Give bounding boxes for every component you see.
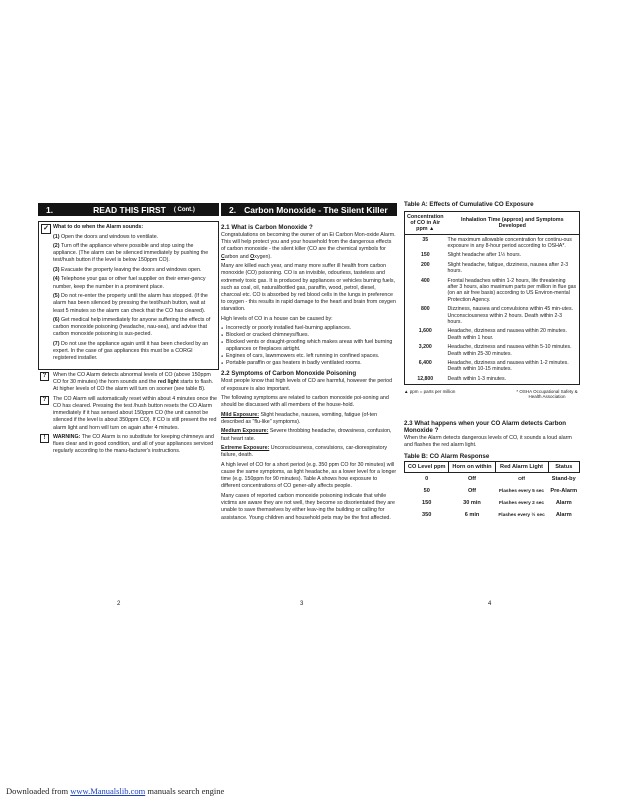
step-number: (6) [53,317,61,324]
table-b-header: Horn on within [449,462,495,473]
note-emphasis: red light [157,379,179,386]
column-tables [404,201,582,521]
table-cell: 150 [422,500,432,507]
table-row [405,509,580,521]
table-a-header-symptoms: Inhalation Time (approx) and Symptoms Developed [446,212,580,235]
step-item [53,243,215,265]
paragraph: Mild Exposure: Slight headache, nausea, vomiting, fatigue (of-ten described as "flu-like" symptoms). [221,411,378,425]
table-a-header-ppm: Concentration of CO in Air ppm ▲ [405,212,446,235]
table-a [404,211,580,385]
step-text: Get medical help immediately for anyone suffering the effects of carbon monoxide poisoning (headache, nau-sea), and advise that carbon monoxide poisoning is sus-pected. [53,317,211,338]
section-continued: ( Cont.) [173,206,195,213]
table-a-title: Table A: Effects of Cumulative CO Exposure [404,201,534,208]
table-cell-symptom: The maximum allowable concentration for continu-ous exposure in any 8-hour period according to OSHA*. [447,236,572,249]
note-text: starts to flash. At higher levels of CO the alarm will turn on sooner (see table B). [53,379,214,393]
note-warning [38,434,219,456]
table-cell-symptom: Dizziness, nausea and convulsions within 45 min-utes. Unconsciousness within 2 hours. Death within 2-3 hours. [447,306,573,325]
table-cell: Flashes every 5 sec [499,488,545,494]
steps-list [53,234,215,363]
step-text: Do not use the appliance again until it has been checked by an expert. In the case of gas appliances this must be a CORGI registered installer. [53,340,209,362]
table-cell: Flashes every 2 sec [499,500,545,506]
step-item [53,234,215,241]
table-cell: Alarm [555,512,572,519]
section-number: 2. [229,204,237,215]
step-text: Open the doors and windows to ventilate. [60,233,159,240]
question-icon: ? [40,396,49,405]
table-cell-symptom: Headache, dizziness and nausea within 20 minutes. Death within 1 hour. [447,328,567,341]
table-cell-ppm: 150 [420,252,430,259]
bullet-item: ● Portable paraffin or gas heaters in badly ventilated rooms. [221,360,397,367]
step-text: Evacuate the property leaving the doors and windows open. [60,266,202,273]
footnote-osha: * OSHA Occupational Safety & Health Association [516,388,578,400]
warning-label: WARNING: [53,434,81,441]
table-a-footnotes [404,389,582,400]
table-row [405,276,580,305]
table-cell: Flashes every ½ sec [498,512,545,518]
paragraph: The following symptoms are related to carbon monoxide poi-soning and should be discussed with all members of the house-hold. [221,395,389,409]
column-read-this-first [38,203,219,458]
bullet-item: ● Blocked or cracked chimneys/flues. [221,332,397,339]
table-row [405,485,580,497]
table-cell-symptom: Death within 1-3 minutes. [447,375,507,382]
subheading-2-2: 2.2 Symptoms of Carbon Monoxide Poisoning [221,370,357,378]
subheading-2-3: 2.3 What happens when your CO Alarm detects Carbon Monoxide ? [404,419,567,434]
page-number-2: 2 [117,601,121,607]
table-row [405,260,580,276]
paragraph: Congratulations on becoming the owner of an Ei Carbon Mon-oxide Alarm. This will help protect you and your household from the dangerous effects of carbon monoxide - the silent killer (CO are the chemical symbols for Carbon and Oxygen). [221,232,396,260]
table-cell-ppm: 200 [420,261,430,268]
page-number-4: 4 [488,601,492,607]
paragraph: Extreme Exposure: Unconsciousness, convulsions, car-diorespiratory failure, death. [221,445,388,459]
step-item [53,267,215,274]
table-cell-symptom: Slight headache after 1½ hours. [447,252,522,259]
table-cell-ppm: 12,800 [417,375,434,382]
table-cell: Off [518,476,525,482]
footer-text: manuals search engine [145,786,225,796]
paragraph: Many are killed each year, and many more suffer ill health from carbon monoxide (CO) poisoning. CO is an invisible, odourless, tasteless and extremely toxic gas. It is produced by appliances or vehicles burning fuels, such as coal, oil, natural/bottled gas, paraffin, wood, petrol, diesel, charcoal etc. CO is absorbed by red blood cells in the lungs in preference to oxygen - this results in rapid damage to the heart and brain from oxygen starvation. [221,263,396,313]
footer-text: Downloaded from [6,786,71,796]
step-text: Do not re-enter the property until the alarm has stopped. (If the alarm has been silenced by pressing the test/hush button, wait at least 5 minutes so the alarm can check that the CO has cleared). [53,293,208,314]
table-cell: 30 min [463,500,481,507]
table-cell-ppm: 35 [422,236,429,243]
table-cell: Alarm [555,500,572,507]
table-row [405,359,580,375]
table-cell: Off [467,488,477,495]
table-cell-ppm: 6,400 [418,360,432,366]
paragraph: Medium Exposure: Severe throbbing headache, drowsiness, confusion, fast heart rate. [221,428,392,442]
step-item [53,341,215,363]
step-item [53,317,215,339]
step-number: (5) [53,293,61,300]
question-icon: ? [40,372,49,381]
table-cell-ppm: 400 [420,277,430,284]
table-b-header: Status [548,462,579,473]
instructions-heading: What to do when the Alarm sounds: [53,224,144,230]
column-carbon-monoxide [221,203,397,524]
step-text: Telephone your gas or other fuel supplier on their emer-gency number, keep the number in a prominent place. [53,276,206,290]
table-row [405,497,580,509]
footnote-ppm: ▲ ppm = parts per million [404,388,456,394]
step-number: (4) [53,276,61,283]
paragraph: When the Alarm detects dangerous levels of CO, it sounds a loud alarm and flashes the red alarm light. [404,434,572,448]
paragraph: A high level of CO for a short period (e.g. 350 ppm CO for 30 minutes) will cause the same symptoms, as light headache, as a lower level for a longer time (e.g. 150ppm for 90 minutes). Table A shows how exposure to different concentrations of CO gener-ally affects people. [221,461,397,490]
step-number: (7) [53,340,61,347]
table-cell-ppm: 1,600 [418,328,432,335]
bullet-item: ● Blocked vents or draught-proofing which makes areas with fuel burning appliances or fireplaces airtight. [221,339,397,353]
subheading-2-1: 2.1 What is Carbon Monoxide ? [221,224,313,231]
table-row [405,327,580,343]
table-row [405,251,580,260]
note-auto-reset [38,396,219,432]
note-text: The CO Alarm will automatically reset within about 4 minutes once the CO has cleared. Pressing the test /hush button resets the CO Alarm immediately if it has sensed about 150ppm CO (the unit cannot be silenced if the level is about 350ppm CO). If CO is still present the red alarm light and horn will turn on again after 4 minutes. [53,395,217,431]
table-row [405,305,580,327]
note-alarm-detect [38,372,219,394]
manualslib-link[interactable]: www.Manualslib.com [70,786,146,796]
paragraph: Most people know that high levels of CO are harmful, however the period of exposure is also important. [221,378,393,392]
table-cell-symptom: Headache, dizziness and nausea within 1-2 minutes. Death within 10-15 minutes. [447,360,569,373]
step-item [53,293,215,315]
footer [6,786,224,796]
paragraph: High levels of CO in a house can be caused by: [221,315,333,322]
warning-icon: ! [40,434,49,443]
table-cell: 50 [423,488,430,495]
table-cell: 350 [422,512,432,519]
step-text: Turn off the appliance where possible and stop using the appliance. (The alarm can be silenced immediately by pushing the test/hush button if the level is below 150ppm CO). [53,243,209,264]
table-row [405,374,580,384]
table-cell: 0 [425,476,429,483]
table-cell-symptom: Frontal headaches within 1-2 hours, life threatening after 3 hours, also maximum parts per million in flue gas (on an air free basis) according to US Environ-mental Protection Agency. [447,277,577,303]
step-number: (2) [53,243,61,249]
table-cell-ppm: 800 [420,306,430,313]
checkbox-icon: ✓ [41,224,51,234]
bullet-item: ● Incorrectly or poorly installed fuel-burning appliances. [221,325,397,332]
section-title: READ THIS FIRST [93,204,166,215]
table-b-header: CO Level ppm [405,462,449,473]
table-cell: Pre-Alarm [550,488,578,495]
table-b-title: Table B: CO Alarm Response [404,453,490,461]
alarm-instructions-box [38,221,219,370]
table-row [405,235,580,251]
paragraph: Many cases of reported carbon monoxide poisoning indicate that while victims are aware they are not well, they become so disorientated they are unable to save themselves by either leav-ing the building or calling for assistance. Young children and household pets may be the first affected. [221,492,396,521]
section-header-1 [38,203,219,216]
note-text: The CO Alarm is no substitute for keeping chimneys and flues clear and in good condition, and all of your appliances serviced regularly according to the manu-facturer's instructions. [53,434,214,455]
table-cell-ppm: 3,200 [418,344,432,351]
causes-list [221,325,397,367]
step-number: (1) [53,233,61,240]
section-title: Carbon Monoxide - The Silent Killer [244,204,388,215]
table-row [405,473,580,486]
table-cell: Stand-by [551,476,576,483]
table-row [405,343,580,359]
table-cell-symptom: Slight headache, fatigue, dizziness, nausea after 2-3 hours. [447,261,569,275]
section-number: 1. [46,204,54,215]
page-number-3: 3 [300,601,304,607]
table-b [404,461,580,521]
table-cell-symptom: Headache, dizziness and nausea within 5-10 minutes. Death within 25-30 minutes. [447,344,572,357]
bullet-item: ● Engines of cars, lawnmowers etc. left running in confined spaces. [221,353,397,360]
table-cell: 6 min [464,512,480,519]
step-number: (3) [53,266,61,273]
section-header-2 [221,203,397,216]
table-b-header: Red Alarm Light [495,462,548,473]
table-cell: Off [467,476,477,483]
note-text: When the CO Alarm detects abnormal levels of CO (above 150ppm CO for 30 minutes) the horn sounds and the [53,371,211,386]
step-item [53,276,215,290]
